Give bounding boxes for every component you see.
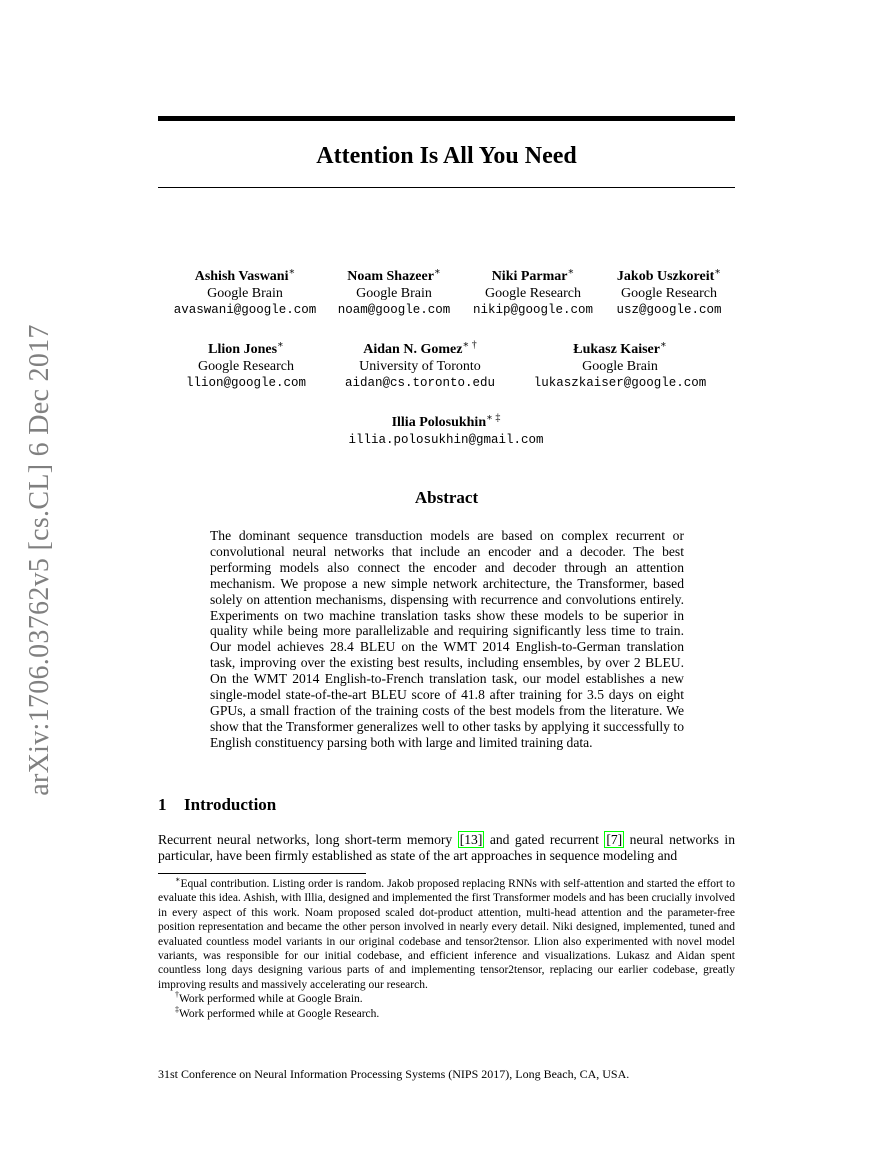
title-bottom-rule bbox=[158, 187, 735, 188]
footnotes bbox=[158, 877, 735, 1021]
intro-text: Recurrent neural networks, long short-term memory bbox=[158, 832, 458, 847]
abstract-heading: Abstract bbox=[414, 488, 479, 507]
footnote bbox=[158, 992, 735, 1006]
author-mark: ∗ bbox=[714, 266, 722, 278]
paper-title: Attention Is All You Need bbox=[316, 143, 577, 169]
footnote bbox=[158, 877, 735, 992]
author-name: Jakob Uszkoreit bbox=[616, 269, 715, 284]
intro-text: and gated recurrent bbox=[484, 832, 605, 847]
author-email: illia.polosukhin@gmail.com bbox=[348, 432, 544, 447]
footnote-mark: ‡ bbox=[175, 1004, 179, 1014]
arxiv-identifier: arXiv:1706.03762v5 [cs.CL] 6 Dec 2017 bbox=[24, 324, 55, 796]
intro-text: neural networks in particular, have been firmly established as state of the art approaches in sequence modeling and bbox=[158, 832, 735, 863]
author-email: noam@google.com bbox=[337, 303, 451, 317]
author-email: llion@google.com bbox=[185, 376, 307, 390]
author-affiliation: Google Research bbox=[484, 285, 582, 301]
author-name: Llion Jones bbox=[208, 342, 278, 357]
author-email: lukaszkaiser@google.com bbox=[533, 376, 707, 390]
author-mark: ∗ bbox=[659, 339, 667, 351]
author-block bbox=[348, 412, 544, 448]
footnote bbox=[158, 1004, 735, 1021]
author-affiliation: University of Toronto bbox=[359, 358, 481, 374]
author-block bbox=[173, 266, 317, 319]
abstract-text: The dominant sequence transduction models are based on complex recurrent or convolutional neural networks that include an encoder and a decoder. The best performing models also connect the encoder and decoder through an attention mechanism. We propose a new simple network architecture, the Transformer, based solely on attention mechanisms, dispensing with recurrence and convolutions entirely. Experiments on two machine translation tasks show these models to be superior in quality while being more parallelizable and requiring significantly less time to train. Our model achieves 28.4 BLEU on the WMT 2014 English-to-German translation task, improving over the existing best results, including ensembles, by over 2 BLEU. On the WMT 2014 English-to-French translation task, our model establishes a new single-model state-of-the-art BLEU score of 41.8 after training for 3.5 days on eight GPUs, a small fraction of the training costs of the best models from the literature. We show that the Transformer generalizes well to other tasks by applying it successfully to English constituency parsing both with large and limited training data. bbox=[210, 528, 684, 750]
author-mark: ∗ † bbox=[462, 339, 477, 351]
conference-note: 31st Conference on Neural Information Processing Systems (NIPS 2017), Long Beach, CA, USA. bbox=[158, 1067, 630, 1081]
citation-link[interactable]: [7] bbox=[606, 832, 623, 847]
author-name: Noam Shazeer bbox=[347, 269, 434, 284]
author-block bbox=[472, 266, 594, 319]
author-mark: ∗ bbox=[433, 266, 441, 278]
footnote-mark: † bbox=[175, 990, 179, 1000]
author-name: Łukasz Kaiser bbox=[573, 342, 660, 357]
intro-paragraph bbox=[158, 832, 735, 864]
footnote-text: Work performed while at Google Research. bbox=[179, 1007, 380, 1020]
author-name: Aidan N. Gomez bbox=[363, 342, 463, 357]
citation-link[interactable]: [13] bbox=[459, 832, 483, 847]
author-block bbox=[616, 266, 722, 319]
author-block bbox=[337, 266, 451, 319]
author-affiliation: Google Brain bbox=[207, 285, 283, 301]
author-name: Ashish Vaswani bbox=[194, 269, 289, 284]
author-mark: ∗ bbox=[277, 339, 284, 351]
author-affiliation: Google Brain bbox=[582, 358, 658, 374]
footnote-text: Work performed while at Google Brain. bbox=[179, 993, 363, 1006]
footnote-text: Equal contribution. Listing order is random. Jakob proposed replacing RNNs with self-attention and started the effort to evaluate this idea. Ashish, with Illia, designed and implemented the first Transformer models and has been crucially involved in every aspect of this work. Noam proposed scaled dot-product attention, multi-head attention and the parameter-free position representation and became the other person involved in nearly every detail. Niki designed, implemented, tuned and evaluated countless model variants in our original codebase and tensor2tensor. Llion also experimented with novel model variants, was responsible for our initial codebase, and efficient inference and visualizations. Lukasz and Aidan spent countless long days designing various parts of and implementing tensor2tensor, replacing our earlier codebase, greatly improving results and massively accelerating our research. bbox=[158, 878, 735, 991]
author-affiliation: Google Research bbox=[620, 285, 718, 301]
author-affiliation: Google Research bbox=[197, 358, 295, 374]
section-number: 1 bbox=[158, 795, 167, 814]
author-mark: ∗ ‡ bbox=[486, 412, 501, 424]
author-affiliation: Google Brain bbox=[356, 285, 432, 301]
author-email: nikip@google.com bbox=[472, 303, 594, 317]
author-mark: ∗ bbox=[567, 266, 575, 278]
footnote-rule bbox=[158, 873, 366, 874]
section-heading bbox=[158, 795, 276, 815]
author-name: Illia Polosukhin bbox=[391, 415, 487, 430]
author-mark: ∗ bbox=[288, 266, 296, 278]
author-email: usz@google.com bbox=[616, 303, 722, 317]
footnote-mark: ∗ bbox=[175, 875, 181, 885]
author-email: avaswani@google.com bbox=[173, 303, 317, 317]
title-top-rule bbox=[158, 116, 735, 121]
author-block bbox=[533, 339, 707, 392]
author-name: Niki Parmar bbox=[491, 269, 568, 284]
author-block bbox=[185, 339, 307, 392]
author-email: aidan@cs.toronto.edu bbox=[344, 376, 496, 390]
section-title: Introduction bbox=[184, 795, 277, 814]
author-block bbox=[344, 339, 496, 392]
